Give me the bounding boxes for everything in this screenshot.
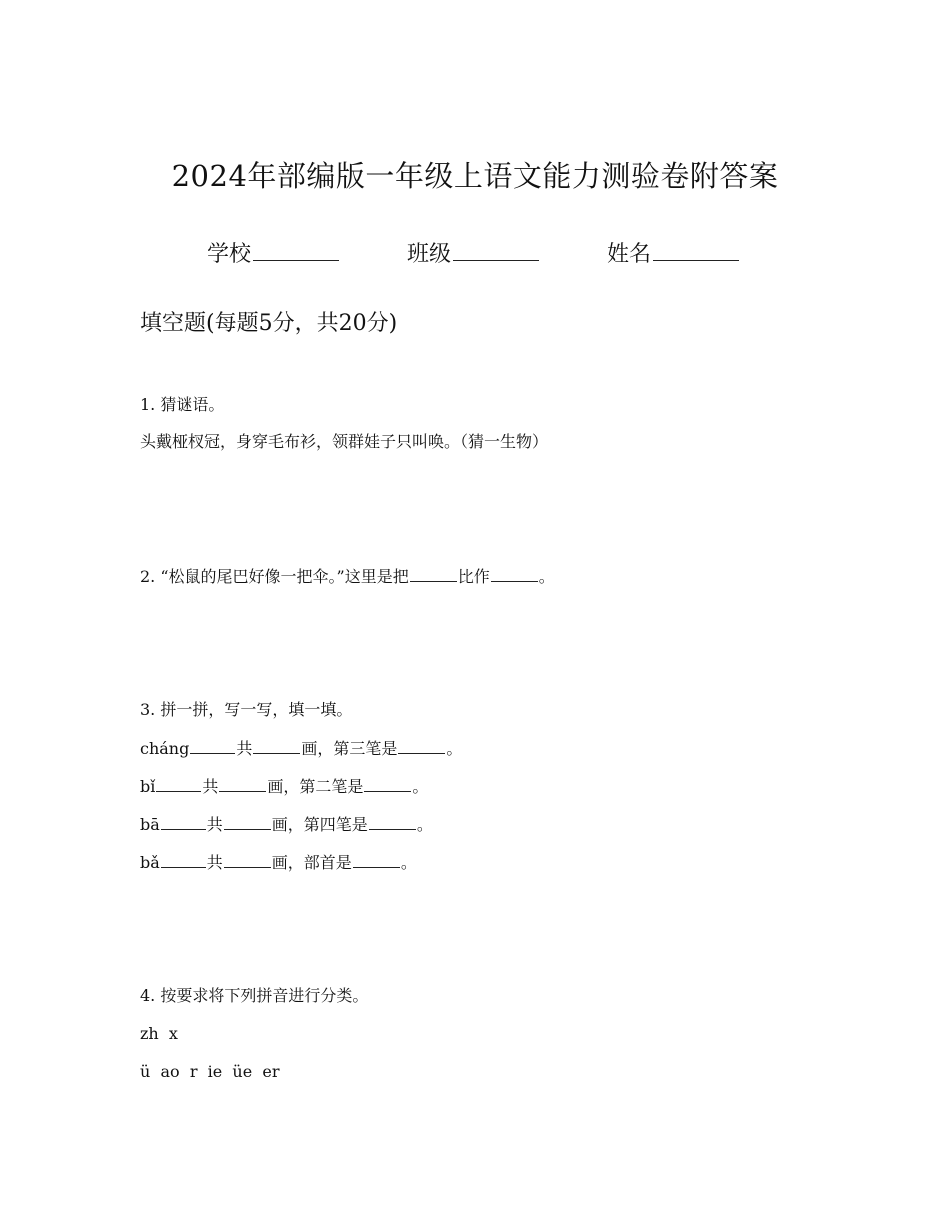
stroke-count-blank[interactable]: [219, 775, 266, 792]
student-info-row: [0, 237, 950, 269]
q3-row: [140, 737, 462, 760]
pinyin-text: bā: [140, 815, 160, 834]
name-label: 姓名: [607, 242, 652, 267]
q1-riddle: 头戴桠杈冠，身穿毛布衫，领群娃子只叫唤。（猜一生物）: [140, 432, 549, 451]
q2-part2: 比作: [457, 567, 490, 586]
stroke-question-text: 画，第四笔是: [271, 815, 368, 834]
gong-text: 共: [202, 777, 219, 796]
pinyin-text: cháng: [140, 739, 190, 758]
character-blank[interactable]: [190, 737, 235, 754]
answer-blank[interactable]: [398, 737, 445, 754]
school-label: 学校: [207, 242, 252, 267]
pinyin-text: bǐ: [140, 777, 156, 796]
q2-line: [140, 565, 555, 588]
section-title: 填空题(每题5分，共20分): [140, 311, 398, 336]
stroke-question-text: 画，部首是: [271, 853, 352, 872]
q3-row: [140, 813, 433, 836]
school-field: [207, 237, 339, 268]
name-blank[interactable]: [653, 238, 739, 261]
character-blank[interactable]: [156, 775, 201, 792]
row-end: 。: [412, 777, 429, 796]
gong-text: 共: [206, 853, 223, 872]
q4-prompt: 4. 按要求将下列拼音进行分类。: [140, 986, 369, 1005]
q3-prompt: 3. 拼一拼，写一写，填一填。: [140, 700, 353, 719]
row-end: 。: [400, 853, 417, 872]
q4-pinyin-line-2: ü ao r ie üe er: [140, 1062, 280, 1081]
answer-blank[interactable]: [364, 775, 411, 792]
stroke-question-text: 画，第三笔是: [301, 739, 398, 758]
q2-blank-2[interactable]: [491, 565, 538, 582]
stroke-count-blank[interactable]: [224, 813, 271, 830]
answer-blank[interactable]: [369, 813, 416, 830]
gong-text: 共: [236, 739, 253, 758]
row-end: 。: [416, 815, 433, 834]
q2-part1: 2. “松鼠的尾巴好像一把伞。”这里是把: [140, 567, 409, 586]
q2-blank-1[interactable]: [410, 565, 457, 582]
stroke-question-text: 画，第二笔是: [267, 777, 364, 796]
page-title: 2024年部编版一年级上语文能力测验卷附答案: [171, 159, 779, 193]
q1-prompt: 1. 猜谜语。: [140, 395, 225, 414]
gong-text: 共: [206, 815, 223, 834]
stroke-count-blank[interactable]: [253, 737, 300, 754]
row-end: 。: [446, 739, 463, 758]
q3-row: [140, 851, 417, 874]
pinyin-text: bǎ: [140, 853, 160, 872]
school-blank[interactable]: [253, 238, 339, 261]
character-blank[interactable]: [161, 851, 206, 868]
q4-pinyin-line-1: zh x: [140, 1024, 178, 1043]
answer-blank[interactable]: [353, 851, 400, 868]
name-field: [607, 237, 739, 268]
stroke-count-blank[interactable]: [224, 851, 271, 868]
class-field: [407, 237, 539, 268]
class-blank[interactable]: [453, 238, 539, 261]
character-blank[interactable]: [161, 813, 206, 830]
q3-row: [140, 775, 428, 798]
q2-part3: 。: [538, 567, 555, 586]
class-label: 班级: [407, 242, 452, 267]
